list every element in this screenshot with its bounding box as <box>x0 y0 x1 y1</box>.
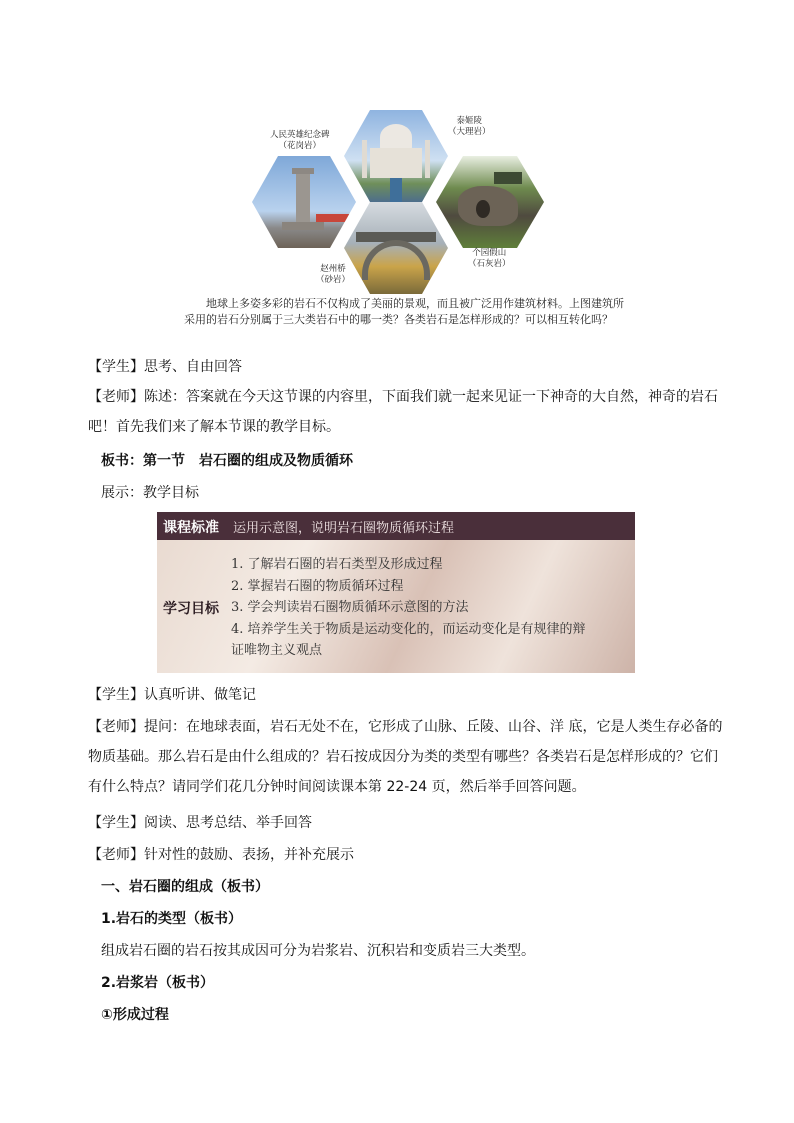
list-item: 证唯物主义观点 <box>231 643 323 658</box>
curriculum-standard-row <box>157 512 635 540</box>
curriculum-standard-label: 课程标准 <box>163 520 219 536</box>
student-reply-3: 【学生】阅读、思考总结、举手回答 <box>88 815 312 831</box>
bridge-caption: 赵州桥 （砂岩） <box>316 264 351 285</box>
role-tag: 【学生】 <box>88 359 144 375</box>
role-tag: 【学生】 <box>88 687 144 703</box>
zhaozhou-bridge-photo <box>344 202 448 294</box>
list-item: 1. 了解岩石圈的岩石类型及形成过程 <box>231 557 443 572</box>
role-tag: 【学生】 <box>88 815 144 831</box>
garden-caption: 个园假山 （石灰岩） <box>468 248 511 269</box>
section-heading-igneous: 2.岩浆岩（板书） <box>101 975 215 991</box>
show-objectives-line: 展示：教学目标 <box>101 485 199 501</box>
role-tag: 【老师】 <box>88 719 144 735</box>
taj-mahal-photo <box>344 110 448 202</box>
monument-caption: 人民英雄纪念碑 （花岗岩） <box>270 130 330 151</box>
curriculum-standard-text: 运用示意图，说明岩石圈物质循环过程 <box>233 521 455 536</box>
list-item: 3. 学会判读岩石圈物质循环示意图的方法 <box>231 600 469 615</box>
board-writing-title: 板书：第一节 岩石圈的组成及物质循环 <box>101 453 353 469</box>
learning-goals-list <box>231 554 631 662</box>
garden-rockery-photo <box>436 156 544 248</box>
section-heading-formation: ①形成过程 <box>101 1007 169 1023</box>
section-heading-1: 一、岩石圈的组成（板书） <box>101 879 269 895</box>
rock-types-text: 组成岩石圈的岩石按其成因可分为岩浆岩、沉积岩和变质岩三大类型。 <box>101 943 535 959</box>
teaching-objectives-table <box>157 512 635 673</box>
learning-goals-label: 学习目标 <box>163 601 219 617</box>
student-reply-1: 【学生】思考、自由回答 <box>88 359 242 375</box>
section-heading-rock-types: 1.岩石的类型（板书） <box>101 911 243 927</box>
list-item: 4. 培养学生关于物质是运动变化的，而运动变化是有规律的辩 <box>231 621 586 637</box>
list-item: 2. 掌握岩石圈的物质循环过程 <box>231 578 404 594</box>
teacher-question: 【老师】提问：在地球表面，岩石无处不在，它形成了山脉、丘陵、山谷、洋 底，它是人类生存必备的物质基础。那么岩石是由什么组成的？岩石按成因分为类的类型有哪些？各类岩石是怎样形成的？它们有什么特点？请同学们花几分钟时间阅读课本第 22-24 页，然后举手回答问题。 <box>88 719 723 795</box>
taj-caption: 泰姬陵 （大理岩） <box>448 116 491 137</box>
monument-photo <box>252 156 356 248</box>
teacher-statement-1: 【老师】陈述：答案就在今天这节课的内容里，下面我们就一起来见证一下神奇的大自然，神奇的岩石吧！首先我们来了解本节课的教学目标。 <box>88 389 718 435</box>
student-reply-2: 【学生】认真听讲、做笔记 <box>88 687 256 703</box>
figure-caption: 地球上多姿多彩的岩石不仅构成了美丽的景观，而且被广泛用作建筑材料。上图建筑所采用的岩石分别属于三大类岩石中的哪一类？各类岩石是怎样形成的？可以相互转化吗？ <box>184 297 624 326</box>
role-tag: 【老师】 <box>88 847 144 863</box>
teacher-feedback: 【老师】针对性的鼓励、表扬，并补充展示 <box>88 847 354 863</box>
role-tag: 【老师】 <box>88 389 144 405</box>
